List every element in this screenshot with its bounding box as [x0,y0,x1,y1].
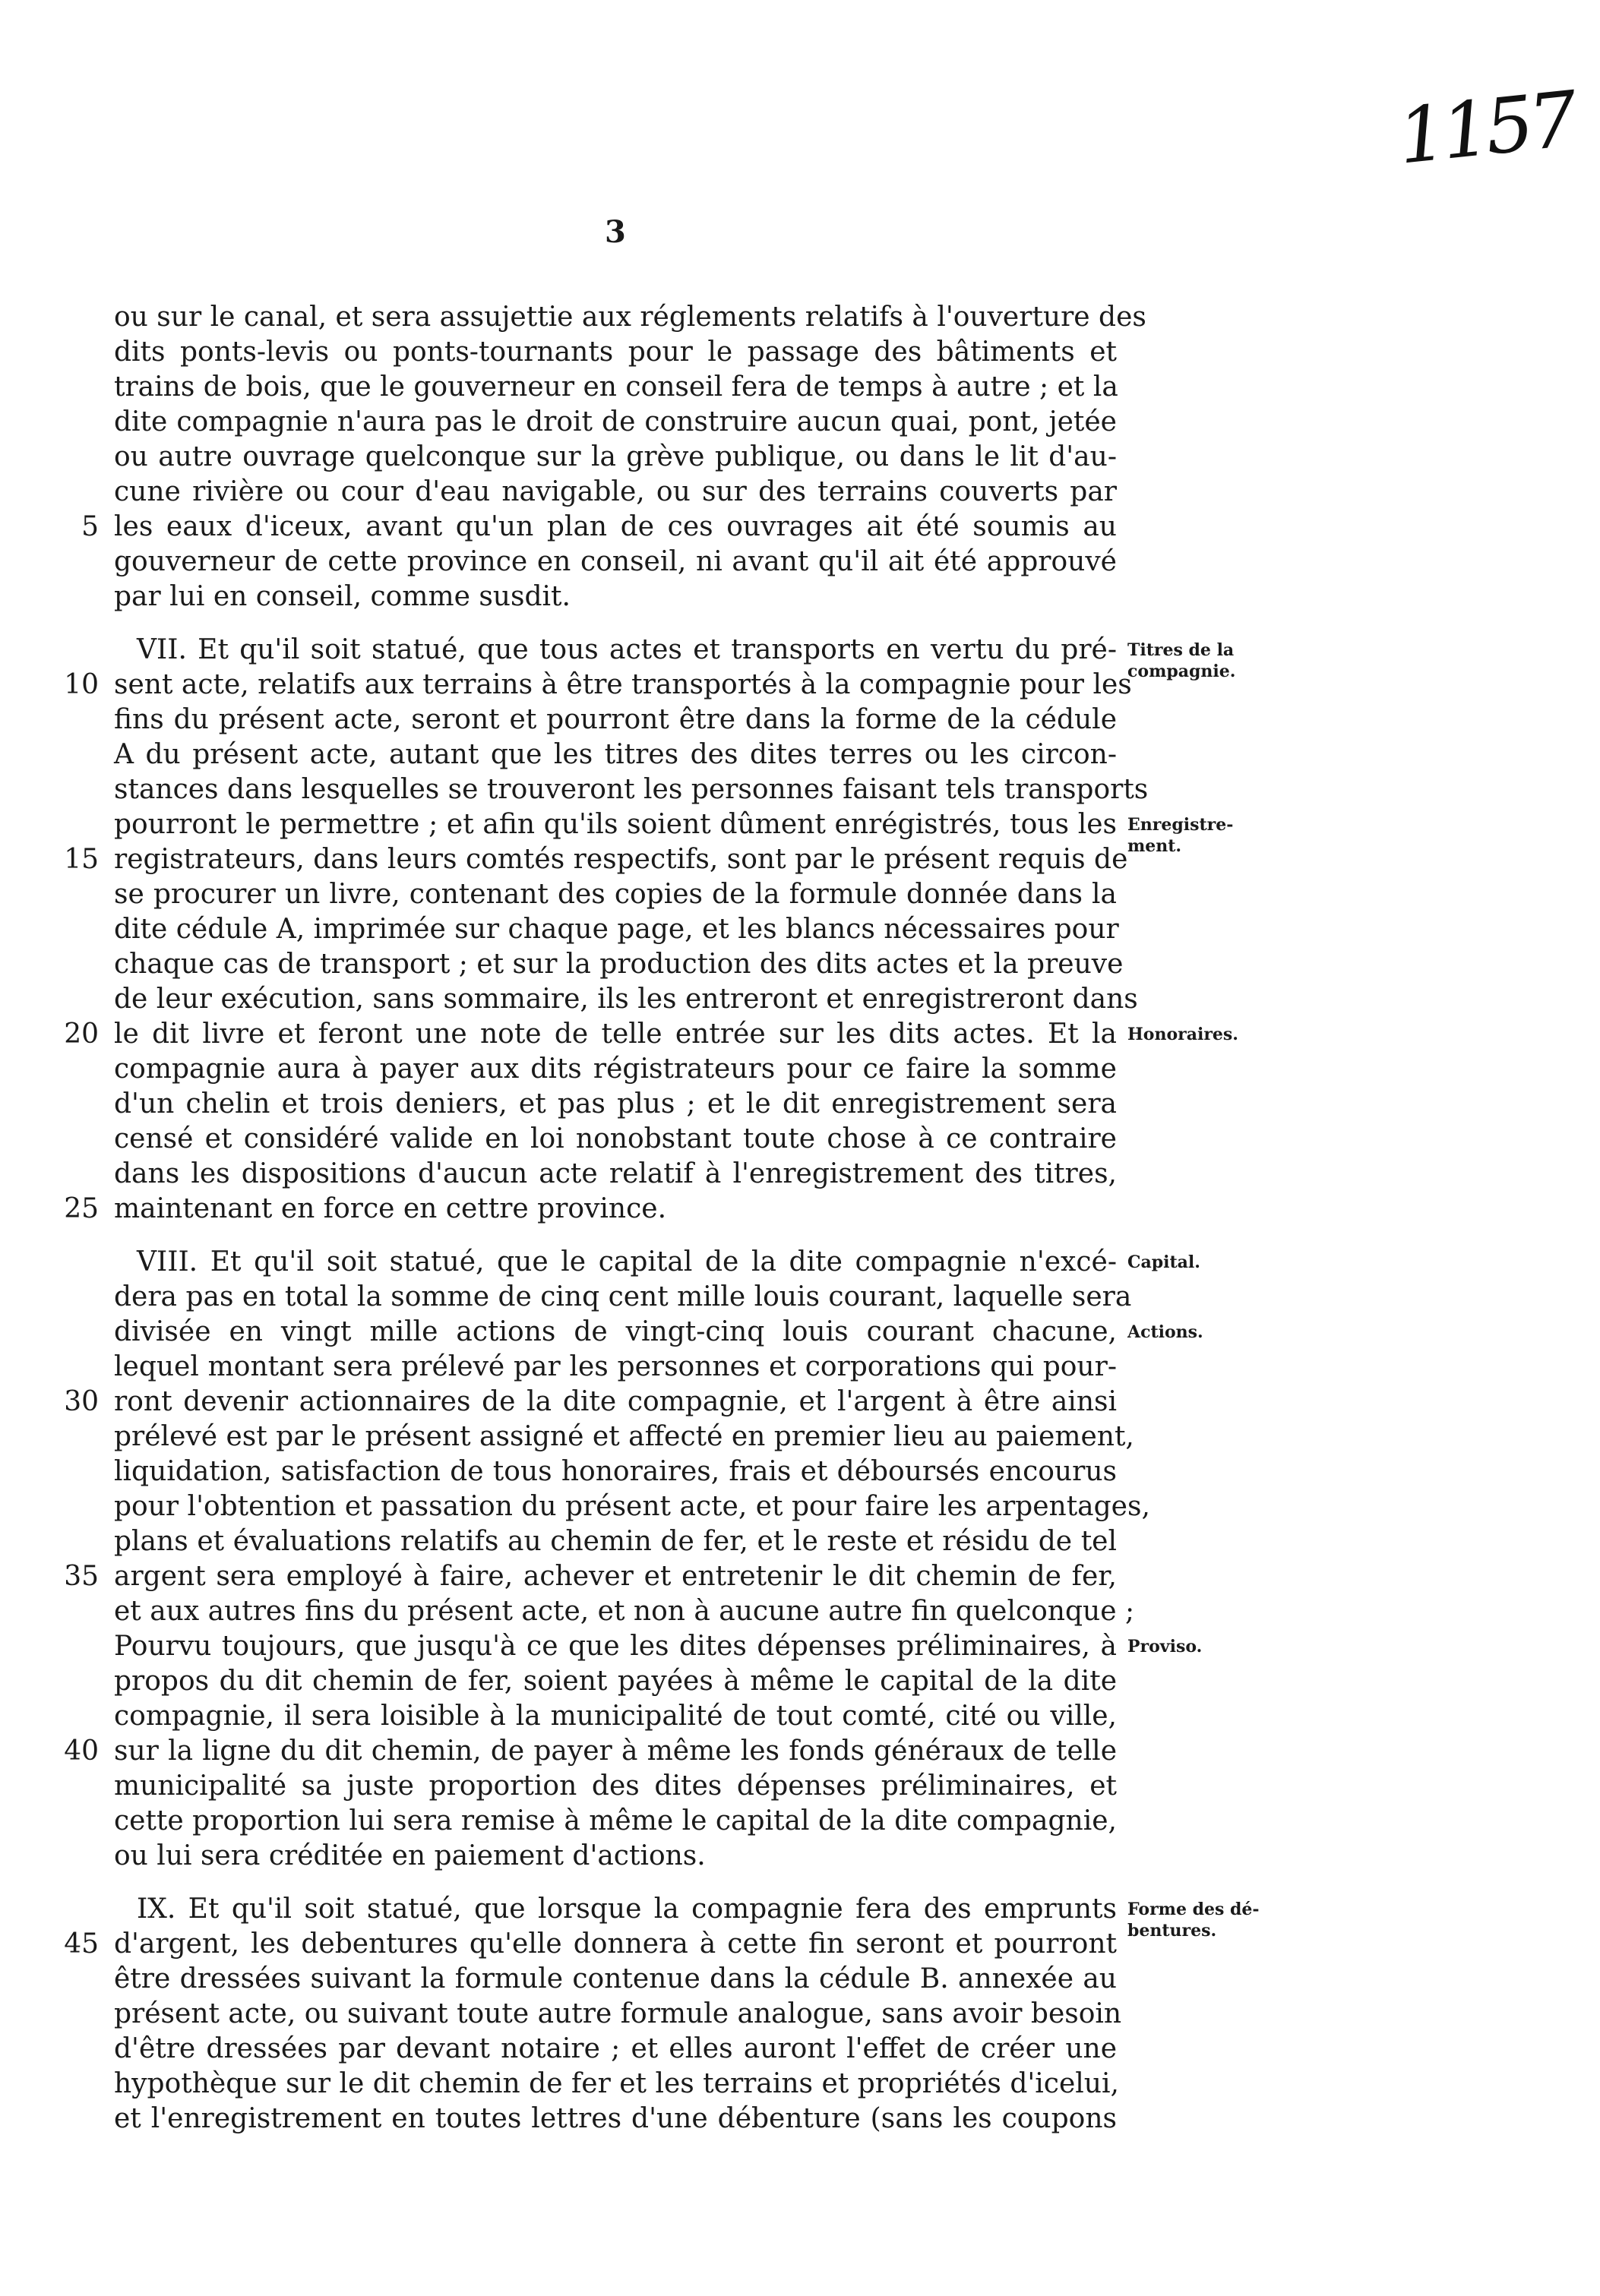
line-number: 10 [64,669,99,700]
body-line: IX. Et qu'il soit statué, que lorsque la compagnie fera des emprunts [137,1893,1117,1925]
margin-note: ment. [1127,836,1182,856]
margin-note: Forme des dé- [1127,1900,1260,1919]
body-line: lequel montant sera prélevé par les personnes et corporations qui pour- [114,1351,1117,1382]
body-line: et l'enregistrement en toutes lettres d'une débenture (sans les coupons [114,2103,1117,2134]
body-line: prélevé est par le présent assigné et affecté en premier lieu au paiement, [114,1421,1134,1452]
body-line: ou lui sera créditée en paiement d'actions. [114,1840,706,1871]
body-line: dera pas en total la somme de cinq cent mille louis courant, laquelle sera [114,1281,1132,1312]
body-line: ou sur le canal, et sera assujettie aux réglements relatifs à l'ouverture des [114,302,1146,333]
body-line: liquidation, satisfaction de tous honoraires, frais et déboursés encourus [114,1456,1117,1487]
body-line: stances dans lesquelles se trouveront les personnes faisant tels transports [114,774,1149,805]
body-line: le dit livre et feront une note de telle entrée sur les dits actes. Et la [114,1019,1117,1050]
body-line: pourront le permettre ; et afin qu'ils soient dûment enrégistrés, tous les [114,809,1117,840]
body-line: chaque cas de transport ; et sur la production des dits actes et la preuve [114,949,1124,980]
body-line: sent acte, relatifs aux terrains à être transportés à la compagnie pour les [114,669,1132,700]
body-line: VIII. Et qu'il soit statué, que le capital de la dite compagnie n'excé- [137,1246,1117,1277]
body-line: compagnie aura à payer aux dits régistrateurs pour ce faire la somme [114,1053,1117,1085]
body-line: par lui en conseil, comme susdit. [114,581,571,612]
margin-note: Proviso. [1127,1637,1203,1656]
body-line: cette proportion lui sera remise à même le capital de la dite compagnie, [114,1805,1117,1836]
line-number: 30 [64,1386,99,1417]
body-line: trains de bois, que le gouverneur en conseil fera de temps à autre ; et la [114,371,1118,403]
body-line: présent acte, ou suivant toute autre formule analogue, sans avoir besoin [114,1998,1122,2029]
body-line: ou autre ouvrage quelconque sur la grève publique, ou dans le lit d'au- [114,441,1117,472]
body-line: se procurer un livre, contenant des copies de la formule donnée dans la [114,879,1117,910]
body-line: propos du dit chemin de fer, soient payées à même le capital de la dite [114,1666,1117,1697]
body-line: d'argent, les debentures qu'elle donnera à cette fin seront et pourront [114,1928,1117,1960]
page-number: 3 [605,214,626,250]
margin-note: Actions. [1127,1322,1203,1342]
margin-note: Titres de la [1127,640,1235,660]
body-line: sur la ligne du dit chemin, de payer à même les fonds généraux de telle [114,1735,1117,1767]
body-line: argent sera employé à faire, achever et entretenir le dit chemin de fer, [114,1561,1117,1592]
body-line: et aux autres fins du présent acte, et non à aucune autre fin quelconque ; [114,1596,1135,1627]
margin-note: bentures. [1127,1921,1217,1941]
margin-note: Enregistre- [1127,815,1234,835]
body-line: divisée en vingt mille actions de vingt-cinq louis courant chacune, [114,1316,1117,1347]
body-line: fins du présent acte, seront et pourront être dans la forme de la cédule [114,704,1117,735]
body-line: VII. Et qu'il soit statué, que tous actes et transports en vertu du pré- [137,634,1117,665]
body-line: Pourvu toujours, que jusqu'à ce que les dites dépenses préliminaires, à [114,1631,1117,1662]
handwritten-page-number: 1157 [1393,74,1577,182]
line-number: 45 [64,1928,99,1960]
body-line: municipalité sa juste proportion des dites dépenses préliminaires, et [114,1770,1117,1802]
body-line: ront devenir actionnaires de la dite compagnie, et l'argent à être ainsi [114,1386,1117,1417]
body-line: gouverneur de cette province en conseil, ni avant qu'il ait été approuvé [114,546,1117,577]
body-line: les eaux d'iceux, avant qu'un plan de ces ouvrages ait été soumis au [114,511,1117,542]
line-number: 5 [81,511,99,542]
margin-note: Capital. [1127,1252,1200,1272]
line-number: 15 [64,844,99,875]
body-line: A du présent acte, autant que les titres des dites terres ou les circon- [114,739,1117,770]
body-line: compagnie, il sera loisible à la municipalité de tout comté, cité ou ville, [114,1701,1117,1732]
body-line: être dressées suivant la formule contenue dans la cédule B. annexée au [114,1963,1117,1994]
body-line: dans les dispositions d'aucun acte relatif à l'enregistrement des titres, [114,1158,1117,1189]
body-line: registrateurs, dans leurs comtés respectifs, sont par le présent requis de [114,844,1128,875]
line-number: 20 [64,1019,99,1050]
body-line: dits ponts-levis ou ponts-tournants pour le passage des bâtiments et [114,336,1117,368]
body-line: plans et évaluations relatifs au chemin de fer, et le reste et résidu de tel [114,1526,1117,1557]
line-number: 25 [64,1193,99,1224]
body-line: censé et considéré valide en loi nonobstant toute chose à ce contraire [114,1123,1117,1154]
body-line: maintenant en force en cettre province. [114,1193,667,1224]
body-line: hypothèque sur le dit chemin de fer et les terrains et propriétés d'icelui, [114,2068,1119,2099]
body-line: pour l'obtention et passation du présent acte, et pour faire les arpentages, [114,1491,1150,1522]
margin-note: Honoraires. [1127,1025,1238,1044]
line-number: 40 [64,1735,99,1767]
line-number: 35 [64,1561,99,1592]
body-line: dite cédule A, imprimée sur chaque page, et les blancs nécessaires pour [114,914,1119,945]
body-line: dite compagnie n'aura pas le droit de construire aucun quai, pont, jetée [114,406,1117,437]
body-line: d'être dressées par devant notaire ; et elles auront l'effet de créer une [114,2033,1117,2064]
body-line: d'un chelin et trois deniers, et pas plus ; et le dit enregistrement sera [114,1088,1117,1120]
body-line: de leur exécution, sans sommaire, ils les entreront et enregistreront dans [114,984,1138,1015]
body-line: cune rivière ou cour d'eau navigable, ou sur des terrains couverts par [114,476,1117,507]
margin-note: compagnie. [1127,662,1236,681]
